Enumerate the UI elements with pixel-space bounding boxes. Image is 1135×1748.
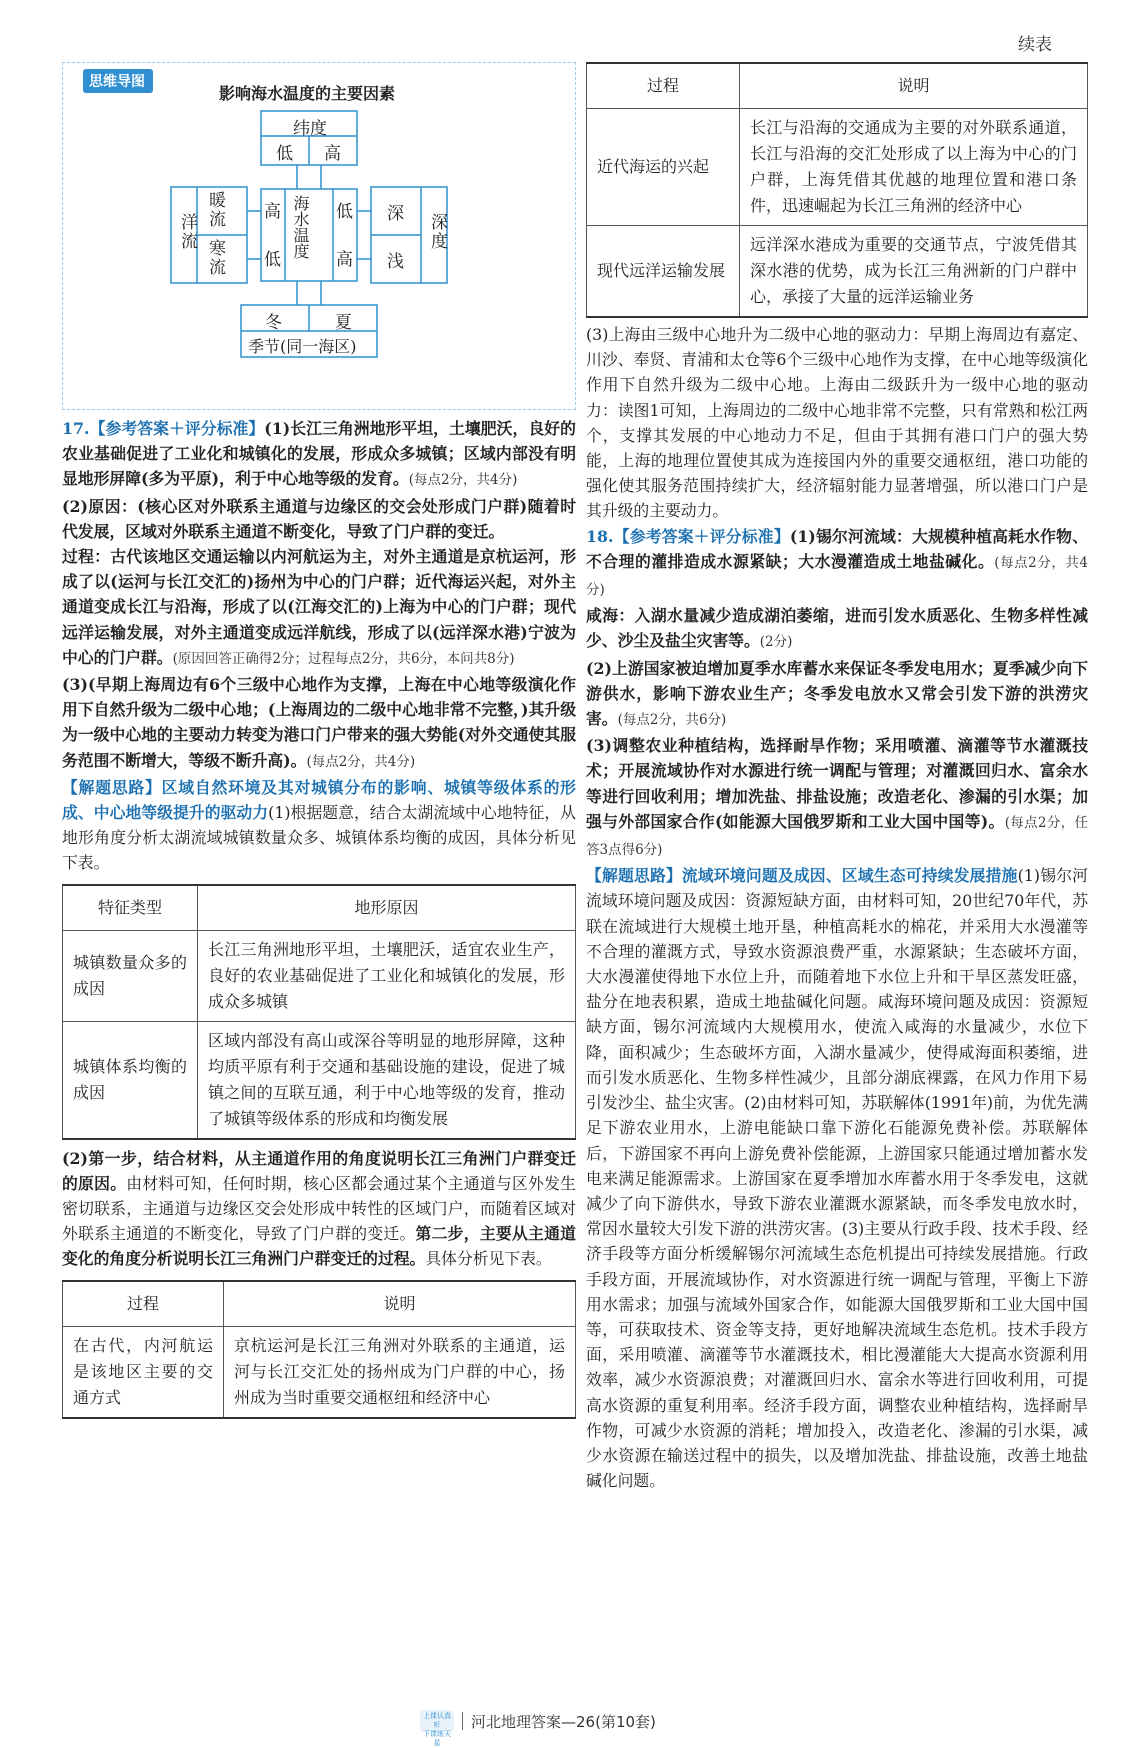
step1-heading: (2)第一步，结合材料，从主通道作用的角度说明长江三角洲门户群变迁的原因。	[62, 1148, 576, 1193]
terrain-type-cell: 城镇数量众多的成因	[63, 930, 198, 1021]
gateway-head-process: 过程	[63, 1281, 224, 1327]
page-footer	[420, 1710, 656, 1747]
mind-map-badge: 思维导图	[83, 69, 153, 93]
terrain-type-cell: 城镇体系均衡的成因	[63, 1021, 198, 1139]
terrain-reason-cell: 长江三角洲地形平坦，土壤肥沃，适宜农业生产，良好的农业基础促进了工业化和城镇化的发展，形成众多城镇	[198, 930, 576, 1021]
ocean-current-label: 洋流	[177, 213, 197, 251]
q18-number: 18.	[586, 526, 614, 546]
q18-part4-score: (每点2分，任答3点得6分)	[586, 814, 1089, 859]
q17-part3-analysis: (3)上海由三级中心地升为二级中心地的驱动力：早期上海周边有嘉定、川沙、奉贤、青浦和太仓等6个三级中心地作为支撑，在中心地等级演化作用下自然升级为二级中心地。上海由二级跃升为一级中心地的驱动力：读图1可知，上海周边的二级中心地非常不完整，只有常熟和松江两个，支撑其发展的中心地动力不足，但由于其拥有港口门户的强大势能，上海的地理位置使其成为连接国内外的重要交通枢纽，港口功能的强化使其服务范围持续扩大，经济辐射能力显著增强，所以港口门户是其升级的主要动力。	[586, 325, 1088, 521]
q17-part4: (3)(早期上海周边有6个三级中心地作为支撑，上海在中心地等级演化作用下自然升级为二级中心地；(上海周边的二级中心地非常不完整，)其升级为一级中心地的主要动力转变为港口门户带来的强大势能(对外交通使其服务范围不断增大，等级不断升高)。	[62, 675, 576, 770]
gateway-desc-cell: 远洋深水港成为重要的交通节点，宁波凭借其深水港的优势，成为长江三角洲新的门户群中心，承接了大量的远洋运输业务	[740, 226, 1088, 318]
q18-solution-text: (1)锡尔河流域环境问题及成因：资源短缺方面，由材料可知，20世纪70年代，苏联在流域进行大规模土地开垦，种植高耗水的棉花，并采用大水漫灌等不合理的灌溉方式，导致水资源浪费严重，水源紧缺；生态破坏方面，大水漫灌使得地下水位上升，而随着地下水位上升和干旱区蒸发旺盛，盐分在地表积累，造成土地盐碱化问题。咸海环境问题及成因：资源短缺方面，锡尔河流域内大规模用水，使流入咸海的水量减少，水位下降，面积减少；生态破坏方面，入湖水量减少，使得咸海面积萎缩，进而引发水质恶化、生物多样性减少，且部分湖底裸露，在风力作用下易引发沙尘、盐尘灾害。(2)由材料可知，苏联解体(1991年)前，为优先满足下游农业用水，上游电能缺口靠下游化石能源免费补偿。苏联解体后，下游国家不再向上游免费补偿能源，上游国家只能通过增加蓄水发电来满足能源需求。上游国家在夏季增加水库蓄水用于冬季发电，这就减少了向下游供水，导致下游农业灌溉水源紧缺，而冬季发电放水时，常因水量较大引发下游的洪涝灾害。(3)主要从行政手段、技术手段、经济手段等方面分析缓解锡尔河流域生态危机提出可持续发展措施。行政手段方面，开展流域协作，对水资源进行统一调配与管理，平衡上下游用水需求；加强与流域外国家合作，如能源大国俄罗斯和工业大国中国等，可获取技术、资金等支持，更好地解决流域生态危机。技术手段方面，采用喷灌、滴灌等节水灌溉技术，相比漫灌能大大提高水资源利用效率，减少水资源浪费；对灌溉回归水、富余水等进行回收利用，可提高水资源的重复利用率。经济手段方面，调整农业种植结构，选择耐旱作物，可减少水资源的消耗；增加投入，改造老化、渗漏的引水渠，减少水资源在输送过程中的损失，以及增加洗盐、排盐设施，改善土地盐碱化问题。	[586, 866, 1088, 1491]
step2-heading: 第二步，主要从主通道变化的角度分析说明长江三角洲门户群变迁的过程。	[62, 1224, 576, 1269]
terrain-table-head-type: 特征类型	[63, 885, 198, 931]
table-row	[63, 1021, 576, 1139]
gateway-process-cell: 现代远洋运输发展	[587, 226, 740, 318]
q18-solution-head: 流域环境问题及成因、区域生态可持续发展措施	[681, 866, 1018, 886]
footer-divider	[462, 1712, 463, 1730]
table-row	[63, 930, 576, 1021]
q18-tag: 【参考答案＋评分标准】	[613, 526, 790, 546]
q18-solution-idea	[586, 863, 1088, 1493]
q18-part4: (3)调整农业种植结构，选择耐旱作物；采用喷灌、滴灌等节水灌溉技术；开展流域协作对水源进行统一调配与管理；对灌溉回归水、富余水等进行回收利用；增加洗盐、排盐设施；改造老化、渗漏的引水渠；加强与外部国家合作(如能源大国俄罗斯和工业大国中国等)。	[586, 736, 1088, 831]
q17-tag: 【参考答案＋评分标准】	[89, 419, 265, 438]
continued-label: 续表	[1018, 35, 1052, 55]
q17-answer-1	[62, 416, 576, 494]
logo-line1: 上课认真听	[423, 1712, 451, 1729]
table-row	[63, 1326, 576, 1418]
q18-answer-1	[586, 524, 1088, 604]
q17-number: 17.	[62, 419, 90, 438]
q17-part4-score: (每点2分，共4分)	[306, 753, 416, 770]
q18-part1-score: (每点2分，共4分)	[586, 554, 1088, 599]
gateway-head-desc: 说明	[740, 63, 1088, 109]
gateway-head-process: 过程	[587, 63, 740, 109]
step-analysis	[62, 1146, 576, 1272]
mind-map-title: 影响海水温度的主要因素	[219, 84, 396, 103]
gateway-table-part1	[62, 1280, 576, 1419]
season-winter: 冬	[265, 313, 282, 333]
q18-part3: (2)上游国家被迫增加夏季水库蓄水来保证冬季发电用水；夏季减少向下游供水，影响下游农业生产；冬季发电放水又常会引发下游的洪涝灾害。	[586, 658, 1088, 729]
q18-part3-score: (每点2分，共6分)	[617, 712, 727, 729]
center-low-right: 低	[336, 202, 353, 222]
q17-answer-2: (2)原因：(核心区对外联系主通道与边缘区的交会处形成门户群)随着时代发展，区域对外联系主通道不断变化，导致了门户群的变迁。	[62, 496, 576, 541]
step1-text: 由材料可知，任何时期，核心区都会通过某个主通道与区外发生密切联系，主通道与边缘区交会处形成中转性的区域门户，而随着区域对外联系主通道的不断变化，导致了门户群的变迁。	[62, 1173, 576, 1244]
q18-answer-2	[586, 603, 1088, 655]
q17-solution-idea	[62, 775, 576, 876]
logo-line2: 下课练天星	[423, 1730, 451, 1747]
gateway-head-desc: 说明	[224, 1281, 576, 1327]
table-row	[587, 109, 1088, 226]
q17-part1: (1)长江三角洲地形平坦，土壤肥沃，良好的农业基础促进了工业化和城镇化的发展，形成众多城镇；区域内部没有明显地形屏障(多为平原)，利于中心地等级的发育。	[62, 419, 576, 489]
page-number: 河北地理答案—26(第10套)	[471, 1712, 656, 1731]
gateway-table-part2	[586, 62, 1088, 318]
mind-map	[62, 62, 576, 410]
q17-solution-text: (1)根据题意，结合太湖流域中心地特征，从地形角度分析太湖流域城镇数量众多、城镇体系均衡的成因，具体分析见下表。	[62, 803, 576, 873]
right-column	[586, 62, 1088, 1493]
cold-current-label: 寒流	[205, 239, 225, 277]
gateway-desc-cell: 京杭运河是长江三角洲对外联系的主通道，运河与长江交汇处的扬州成为门户群的中心，扬州成为当时重要交通枢纽和经济中心	[224, 1326, 576, 1418]
q18-answer-4	[586, 733, 1088, 863]
terrain-table-head-reason: 地形原因	[198, 885, 576, 931]
left-column	[62, 62, 576, 1419]
q18-part2-score: (2分)	[759, 634, 793, 651]
gateway-process-cell: 在古代，内河航运是该地区主要的交通方式	[63, 1326, 224, 1418]
terrain-table	[62, 884, 576, 1140]
gateway-process-cell: 近代海运的兴起	[587, 109, 740, 226]
depth-label: 深度	[427, 213, 447, 251]
q18-answer-3	[586, 656, 1088, 734]
gateway-desc-cell: 长江与沿海的交通成为主要的对外联系通道，长江与沿海的交汇处形成了以上海为中心的门户群，上海凭借其优越的地理位置和港口条件，迅速崛起为长江三角洲的经济中心	[740, 109, 1088, 226]
depth-shallow: 浅	[387, 252, 404, 272]
q17-answer-4	[62, 672, 576, 775]
terrain-reason-cell: 区域内部没有高山或深谷等明显的地形屏障，这种均质平原有利于交通和基础设施的建设，促进了城镇之间的互联互通，利于中心地等级的发育，推动了城镇等级体系的形成和均衡发展	[198, 1021, 576, 1139]
q18-part2: 咸海：入湖水量减少造成湖泊萎缩，进而引发水质恶化、生物多样性减少、沙尘及盐尘灾害等。	[586, 606, 1088, 651]
warm-current-label: 暖流	[205, 191, 225, 229]
latitude-label: 纬度	[293, 119, 327, 139]
season-label: 季节(同一海区)	[248, 337, 357, 356]
latitude-high: 高	[324, 144, 341, 164]
q17-part3: 过程：古代该地区交通运输以内河航运为主，对外主通道是京杭运河，形成了以(运河与长江交汇的)扬州为中心的门户群；近代海运兴起，对外主通道变成长江与沿海，形成了以(江海交汇的)上海为中心的门户群；现代远洋运输发展，对外主通道变成远洋航线，形成了以(远洋深水港)宁波为中心的门户群。	[62, 547, 576, 667]
brand-logo	[420, 1710, 454, 1747]
center-low-left: 低	[264, 250, 281, 270]
step2-text: 具体分析见下表。	[425, 1249, 552, 1269]
q17-part1-score: (每点2分，共4分)	[408, 472, 518, 489]
q17-solution-head: 区域自然环境及其对城镇分布的影响、城镇等级体系的形成、中心地等级提升的驱动力	[62, 777, 576, 823]
latitude-low: 低	[276, 144, 293, 164]
q18-part1: (1)锡尔河流域：大规模种植高耗水作物、不合理的灌排造成水源紧缺；大水漫灌造成土地盐碱化。	[586, 526, 1088, 571]
depth-deep: 深	[387, 204, 404, 224]
q17-answer-3	[62, 544, 576, 672]
q17-solution-tag: 【解题思路】	[62, 777, 162, 797]
season-summer: 夏	[335, 313, 352, 333]
table-row	[587, 226, 1088, 318]
center-high-right: 高	[336, 250, 353, 270]
q17-part3-score: (原因回答正确得2分；过程每点2分，共6分，本问共8分)	[172, 650, 515, 667]
center-high-left: 高	[264, 202, 281, 222]
center-label: 海水温度	[291, 195, 310, 259]
q18-solution-tag: 【解题思路】	[586, 866, 682, 886]
